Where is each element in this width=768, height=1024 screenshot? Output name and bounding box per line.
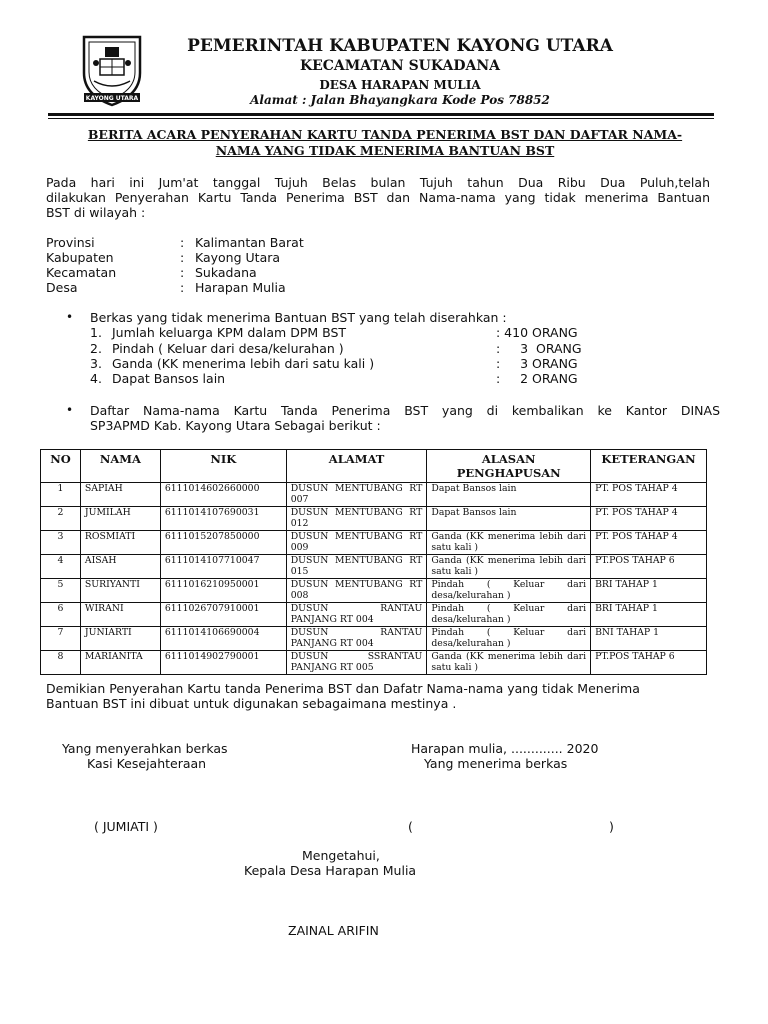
cell-nik: 6111015207850000 xyxy=(160,531,286,555)
title-line1: BERITA ACARA PENYERAHAN KARTU TANDA PENERIMA BST DAN DAFTAR NAMA- xyxy=(87,127,683,142)
cell-keterangan: PT.POS TAHAP 6 xyxy=(591,651,707,675)
cell-nik: 6111014107690031 xyxy=(160,507,286,531)
table-row xyxy=(41,651,707,675)
berkas-item-value: : 3 ORANG xyxy=(496,341,582,356)
berkas-item-value: : 3 ORANG xyxy=(496,356,578,371)
document-title xyxy=(40,127,730,159)
berkas-item xyxy=(90,325,610,340)
header-line2: KECAMATAN SUKADANA xyxy=(299,58,501,74)
header-line1: PEMERINTAH KABUPATEN KAYONG UTARA xyxy=(187,36,613,56)
table-row xyxy=(41,507,707,531)
identity-label: Kecamatan xyxy=(46,265,117,280)
identity-value: Harapan Mulia xyxy=(195,280,286,295)
intro-line1: Pada hari ini Jum'at tanggal Tujuh Belas bulan Tujuh tahun Dua Ribu Dua Puluh,telah xyxy=(46,175,710,190)
identity-row-kabupaten xyxy=(46,250,446,266)
identity-colon: : xyxy=(180,250,185,265)
intro-line3: BST di wilayah : xyxy=(46,205,146,220)
cell-no: 4 xyxy=(41,555,81,579)
cell-nama: JUMILAH xyxy=(80,507,160,531)
signature-left-title2: Kasi Kesejahteraan xyxy=(87,756,207,771)
header-line3: DESA HARAPAN MULIA xyxy=(319,78,481,92)
closing-line2: Bantuan BST ini dibuat untuk digunakan sebagaimana mestinya . xyxy=(46,696,457,711)
daftar-line1: Daftar Nama-nama Kartu Tanda Penerima BST yang di kembalikan ke Kantor DINAS xyxy=(90,403,720,418)
cell-nik: 6111014106690004 xyxy=(160,627,286,651)
col-header-nama: NAMA xyxy=(80,450,160,483)
cell-alasan: Dapat Bansos lain xyxy=(427,507,591,531)
cell-alasan: Ganda (KK menerima lebih dari satu kali ) xyxy=(427,555,591,579)
col-header-alasan: ALASAN PENGHAPUSAN xyxy=(427,450,591,483)
identity-value: Kayong Utara xyxy=(195,250,281,265)
signature-center-name: ZAINAL ARIFIN xyxy=(288,923,379,938)
cell-nama: SAPIAH xyxy=(80,483,160,507)
cell-alasan: Ganda (KK menerima lebih dari satu kali ) xyxy=(427,531,591,555)
cell-nama: ROSMIATI xyxy=(80,531,160,555)
cell-keterangan: PT.POS TAHAP 6 xyxy=(591,555,707,579)
identity-value: Kalimantan Barat xyxy=(195,235,304,250)
signature-center-title1: Mengetahui, xyxy=(302,848,380,863)
table-row xyxy=(41,627,707,651)
intro-line2: dilakukan Penyerahan Kartu Tanda Penerima BST dan Nama-nama yang tidak menerima Bantuan xyxy=(46,190,710,205)
cell-keterangan: BRI TAHAP 1 xyxy=(591,603,707,627)
cell-keterangan: BRI TAHAP 1 xyxy=(591,579,707,603)
cell-nik: 6111014602660000 xyxy=(160,483,286,507)
berkas-item-text: Dapat Bansos lain xyxy=(112,371,226,386)
cell-nik: 6111014902790001 xyxy=(160,651,286,675)
col-header-alamat: ALAMAT xyxy=(286,450,427,483)
cell-alamat: DUSUN RANTAU PANJANG RT 004 xyxy=(286,627,427,651)
berkas-item xyxy=(90,341,610,356)
berkas-heading: Berkas yang tidak menerima Bantuan BST yang telah diserahkan : xyxy=(90,310,507,325)
identity-label: Provinsi xyxy=(46,235,95,250)
identity-label: Kabupaten xyxy=(46,250,114,265)
recipient-table xyxy=(40,449,707,675)
berkas-item-text: Pindah ( Keluar dari desa/kelurahan ) xyxy=(112,341,344,356)
header-rule-thin xyxy=(48,118,714,119)
signature-left-title1: Yang menyerahkan berkas xyxy=(62,741,228,756)
cell-alasan: Pindah ( Keluar dari desa/kelurahan ) xyxy=(427,627,591,651)
berkas-item-number: 2. xyxy=(90,341,102,356)
col-header-keterangan: KETERANGAN xyxy=(591,450,707,483)
berkas-item-number: 1. xyxy=(90,325,102,340)
cell-no: 8 xyxy=(41,651,81,675)
table-row xyxy=(41,603,707,627)
signature-right-close: ) xyxy=(609,819,614,834)
header-address: Alamat : Jalan Bhayangkara Kode Pos 78852 xyxy=(250,93,550,107)
bullet-icon: • xyxy=(66,310,74,324)
cell-nama: JUNIARTI xyxy=(80,627,160,651)
cell-nik: 6111014107710047 xyxy=(160,555,286,579)
daftar-line2: SP3APMD Kab. Kayong Utara Sebagai berikut : xyxy=(90,418,381,433)
col-header-nik: NIK xyxy=(160,450,286,483)
cell-nama: MARIANITA xyxy=(80,651,160,675)
bullet-icon: • xyxy=(66,403,74,417)
signature-right-title: Yang menerima berkas xyxy=(424,756,568,771)
cell-alamat: DUSUN RANTAU PANJANG RT 004 xyxy=(286,603,427,627)
identity-colon: : xyxy=(180,280,185,295)
cell-nik: 6111016210950001 xyxy=(160,579,286,603)
signature-center-title2: Kepala Desa Harapan Mulia xyxy=(244,863,417,878)
signature-right-place-date: Harapan mulia, ............. 2020 xyxy=(411,741,599,756)
cell-alasan: Dapat Bansos lain xyxy=(427,483,591,507)
cell-keterangan: PT. POS TAHAP 4 xyxy=(591,507,707,531)
table-row xyxy=(41,483,707,507)
identity-row-kecamatan xyxy=(46,265,446,281)
title-line2: NAMA YANG TIDAK MENERIMA BANTUAN BST xyxy=(215,143,555,158)
identity-row-desa xyxy=(46,280,446,296)
identity-colon: : xyxy=(180,235,185,250)
table-header-row xyxy=(41,450,707,483)
header-rule-thick xyxy=(48,113,714,116)
cell-no: 5 xyxy=(41,579,81,603)
cell-keterangan: PT. POS TAHAP 4 xyxy=(591,531,707,555)
cell-nama: SURIYANTI xyxy=(80,579,160,603)
berkas-item-number: 3. xyxy=(90,356,102,371)
berkas-item-value: : 410 ORANG xyxy=(496,325,578,340)
cell-alasan: Pindah ( Keluar dari desa/kelurahan ) xyxy=(427,579,591,603)
cell-no: 2 xyxy=(41,507,81,531)
cell-nik: 6111026707910001 xyxy=(160,603,286,627)
cell-nama: WIRANI xyxy=(80,603,160,627)
cell-alamat: DUSUN MENTUBANG RT 008 xyxy=(286,579,427,603)
cell-nama: AISAH xyxy=(80,555,160,579)
cell-alamat: DUSUN SSRANTAU PANJANG RT 005 xyxy=(286,651,427,675)
berkas-item xyxy=(90,371,610,386)
signature-left-name: ( JUMIATI ) xyxy=(94,819,158,834)
cell-alamat: DUSUN MENTUBANG RT 015 xyxy=(286,555,427,579)
berkas-item-text: Ganda (KK menerima lebih dari satu kali ) xyxy=(112,356,375,371)
signature-right-open: ( xyxy=(408,819,413,834)
identity-value: Sukadana xyxy=(195,265,257,280)
table-row xyxy=(41,555,707,579)
cell-alamat: DUSUN MENTUBANG RT 012 xyxy=(286,507,427,531)
berkas-item-value: : 2 ORANG xyxy=(496,371,578,386)
identity-row-provinsi xyxy=(46,235,446,251)
cell-alasan: Pindah ( Keluar dari desa/kelurahan ) xyxy=(427,603,591,627)
berkas-item-text: Jumlah keluarga KPM dalam DPM BST xyxy=(112,325,347,340)
cell-no: 7 xyxy=(41,627,81,651)
cell-no: 6 xyxy=(41,603,81,627)
cell-alamat: DUSUN MENTUBANG RT 009 xyxy=(286,531,427,555)
cell-alasan: Ganda (KK menerima lebih dari satu kali ) xyxy=(427,651,591,675)
cell-keterangan: BNI TAHAP 1 xyxy=(591,627,707,651)
col-header-no: NO xyxy=(41,450,81,483)
identity-colon: : xyxy=(180,265,185,280)
table-row xyxy=(41,531,707,555)
table-row xyxy=(41,579,707,603)
identity-label: Desa xyxy=(46,280,78,295)
berkas-item-number: 4. xyxy=(90,371,102,386)
logo-text: KAYONG UTARA xyxy=(85,95,139,102)
cell-no: 3 xyxy=(41,531,81,555)
closing-line1: Demikian Penyerahan Kartu tanda Penerima BST dan Dafatr Nama-nama yang tidak Menerima xyxy=(46,681,640,696)
cell-no: 1 xyxy=(41,483,81,507)
cell-keterangan: PT. POS TAHAP 4 xyxy=(591,483,707,507)
berkas-item xyxy=(90,356,610,371)
cell-alamat: DUSUN MENTUBANG RT 007 xyxy=(286,483,427,507)
